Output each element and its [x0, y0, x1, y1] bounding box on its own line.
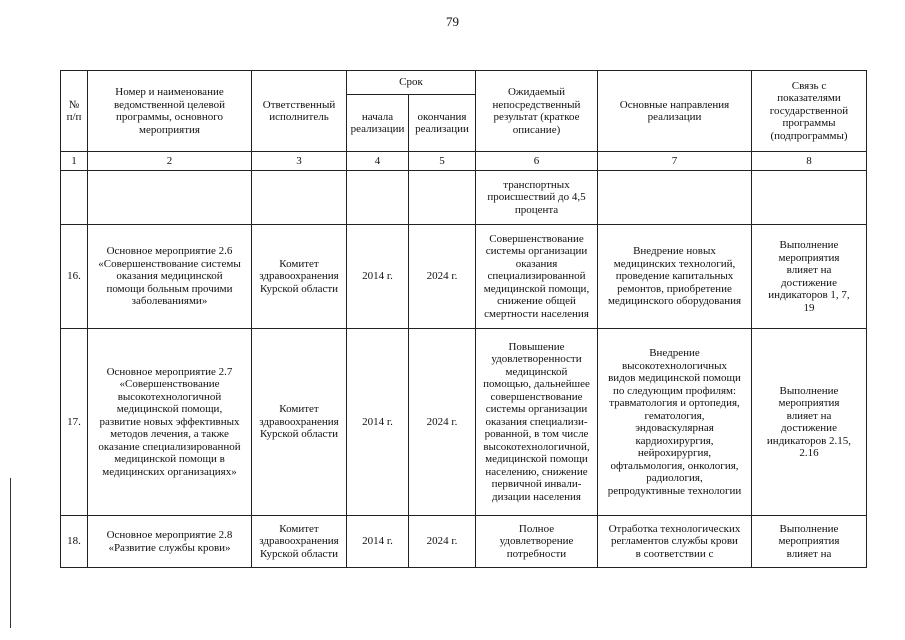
row-num [61, 171, 88, 225]
row-program: Основное мероприятие 2.7 «Совершенствование высокотехнологичной медицинской помощи, развитие новых эффективных методов лечения, а также оказание специализированной медицинской помощи в медицинских организациях» [88, 329, 252, 516]
row-start: 2014 г. [347, 516, 409, 568]
column-number: 6 [476, 152, 598, 171]
column-number: 1 [61, 152, 88, 171]
row-directions: Внедрение новых медицинских технологий, проведение капитальных ремонтов, приобретение медицинского оборудования [598, 225, 752, 329]
row-program [88, 171, 252, 225]
row-start: 2014 г. [347, 329, 409, 516]
column-number: 5 [409, 152, 476, 171]
page-number: 79 [446, 14, 459, 29]
row-end: 2024 г. [409, 516, 476, 568]
margin-line [10, 478, 11, 628]
table-row [61, 225, 867, 329]
row-result: Повышение удовлетворенности медицинской помощью, дальнейшее совершенствование системы организации оказания специализи- рованной, в том числе высокотехнологичной, медицинской помощи населению, снижение первичной инвали- дизации населения [476, 329, 598, 516]
row-num: 18. [61, 516, 88, 568]
row-result: транспортных происшествий до 4,5 процента [476, 171, 598, 225]
row-start [347, 171, 409, 225]
row-start: 2014 г. [347, 225, 409, 329]
row-program: Основное мероприятие 2.8 «Развитие службы крови» [88, 516, 252, 568]
row-link: Выполнение мероприятия влияет на достижение индикаторов 2.15, 2.16 [752, 329, 867, 516]
column-number: 7 [598, 152, 752, 171]
row-directions: Внедрение высокотехнологичных видов медицинской помощи по следующим профилям: травматология и ортопедия, гематология, эндоваскулярная кардиохирургия, нейрохирургия, офтальмология, онкология, радиология, репродуктивные технологии [598, 329, 752, 516]
row-directions [598, 171, 752, 225]
row-program: Основное мероприятие 2.6 «Совершенствование системы оказания медицинской помощи больным прочими заболеваниями» [88, 225, 252, 329]
header-link: Связь с показателями государственной программы (подпрограммы) [752, 71, 867, 152]
header-num: № п/п [61, 71, 88, 152]
header-program: Номер и наименование ведомственной целевой программы, основного мероприятия [88, 71, 252, 152]
row-link: Выполнение мероприятия влияет на достижение индикаторов 1, 7, 19 [752, 225, 867, 329]
header-term: Срок [347, 71, 476, 95]
row-num: 17. [61, 329, 88, 516]
header-result: Ожидаемый непосредственный результат (краткое описание) [476, 71, 598, 152]
table-row [61, 171, 867, 225]
column-number: 4 [347, 152, 409, 171]
row-result: Совершенствование системы организации оказания специализированной медицинской помощи, снижение общей смертности населения [476, 225, 598, 329]
column-number: 8 [752, 152, 867, 171]
row-result: Полное удовлетворение потребности [476, 516, 598, 568]
row-link: Выполнение мероприятия влияет на [752, 516, 867, 568]
row-num: 16. [61, 225, 88, 329]
header-row-1 [61, 71, 867, 95]
row-executor: Комитет здравоохранения Курской области [252, 225, 347, 329]
header-directions: Основные направления реализации [598, 71, 752, 152]
row-end: 2024 г. [409, 225, 476, 329]
row-executor: Комитет здравоохранения Курской области [252, 516, 347, 568]
row-link [752, 171, 867, 225]
row-end: 2024 г. [409, 329, 476, 516]
row-executor: Комитет здравоохранения Курской области [252, 329, 347, 516]
table-row [61, 516, 867, 568]
header-start: начала реализации [347, 95, 409, 152]
row-directions: Отработка технологических регламентов службы крови в соответствии с [598, 516, 752, 568]
column-number: 2 [88, 152, 252, 171]
header-executor: Ответственный исполнитель [252, 71, 347, 152]
program-table [60, 70, 867, 568]
row-end [409, 171, 476, 225]
header-end: окончания реализации [409, 95, 476, 152]
column-numbers-row [61, 152, 867, 171]
row-executor [252, 171, 347, 225]
column-number: 3 [252, 152, 347, 171]
table-row [61, 329, 867, 516]
